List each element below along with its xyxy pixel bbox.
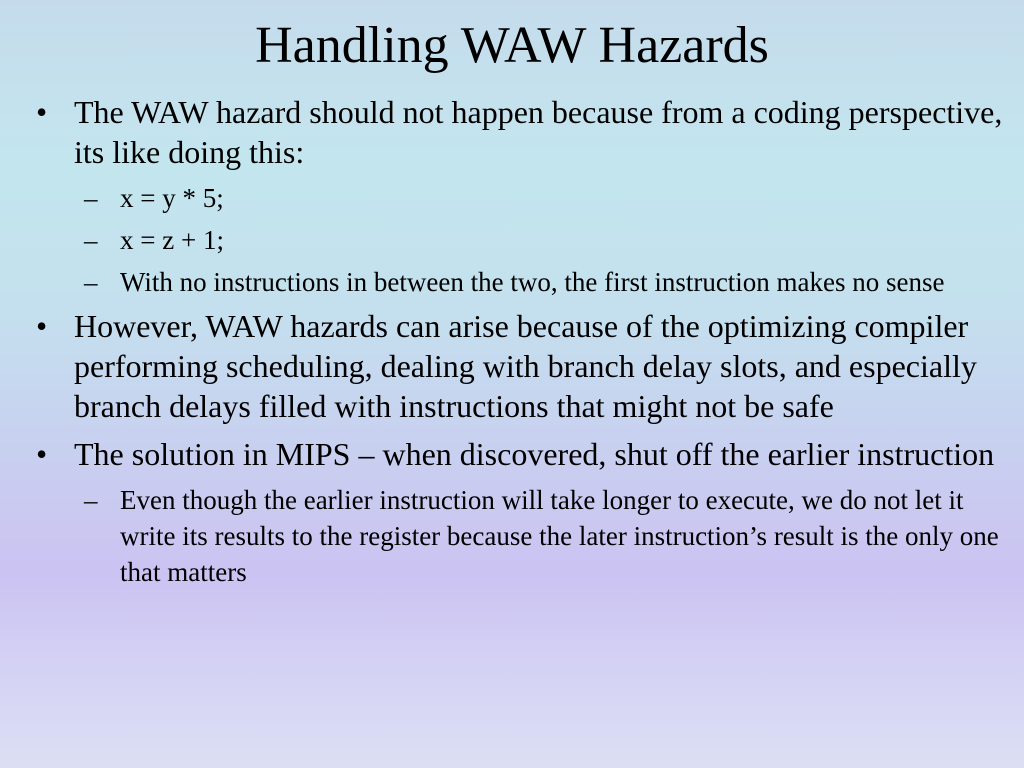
- bullet-marker: •: [36, 308, 48, 344]
- bullet-marker: •: [36, 436, 48, 472]
- bullet-text: However, WAW hazards can arise because of the optimizing compiler performing scheduling, dealing with branch delay slots, and especially branch delays filled with instructions that might not be safe: [74, 308, 977, 424]
- sub-bullet-item: [36, 222, 1006, 258]
- slide-title: Handling WAW Hazards: [255, 17, 769, 74]
- bullet-text: The WAW hazard should not happen because from a coding perspective, its like doing this:: [74, 94, 1003, 170]
- sub-bullet-item: [36, 180, 1006, 216]
- bullet-text: The solution in MIPS – when discovered, shut off the earlier instruction: [74, 436, 995, 472]
- sub-bullet-text: Even though the earlier instruction will take longer to execute, we do not let it write its results to the register because the later instruction’s result is the only one that matters: [120, 485, 999, 587]
- sub-bullet-item: [36, 264, 1006, 300]
- sub-bullet-text: With no instructions in between the two, the first instruction makes no sense: [120, 267, 945, 297]
- sub-bullet-marker: –: [84, 225, 98, 255]
- bullet-marker: •: [36, 94, 48, 130]
- sub-bullet-text: x = z + 1;: [120, 225, 224, 255]
- bullet-item: [36, 92, 1006, 172]
- sub-bullet-marker: –: [84, 183, 98, 213]
- sub-bullet-text: x = y * 5;: [120, 183, 224, 213]
- bullet-item: [36, 306, 1006, 426]
- sub-bullet-item: [36, 482, 1006, 590]
- slide-body: [36, 92, 1006, 596]
- sub-bullet-marker: –: [84, 485, 98, 515]
- sub-bullet-marker: –: [84, 267, 98, 297]
- bullet-item: [36, 434, 1006, 474]
